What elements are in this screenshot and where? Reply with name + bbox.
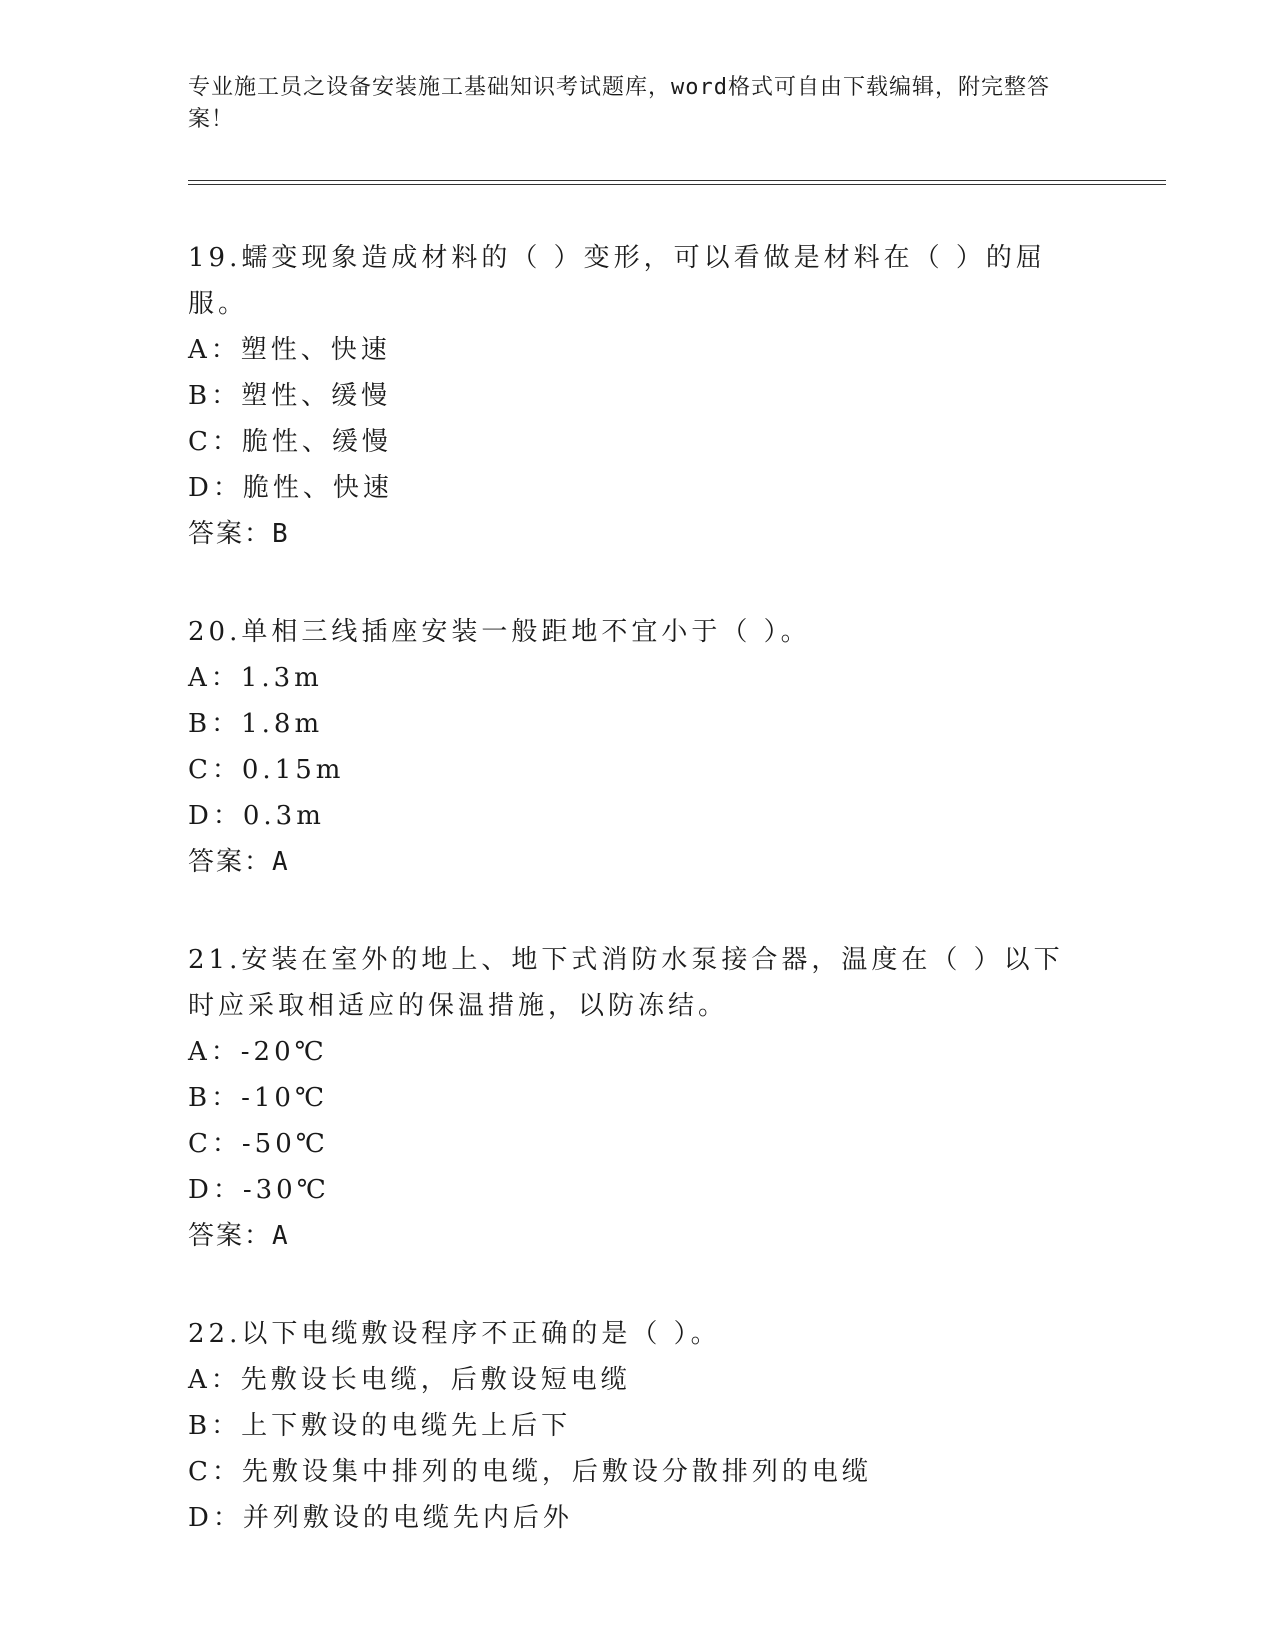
option-c: C：先敷设集中排列的电缆，后敷设分散排列的电缆 [188,1457,872,1487]
answer-line [188,839,1088,885]
option-c: C：脆性、缓慢 [188,427,392,457]
question-stem: 19.蠕变现象造成材料的（ ）变形，可以看做是材料在（ ）的屈服。 [188,243,1046,319]
option-b: B：塑性、缓慢 [188,381,392,411]
option-b: B：-10℃ [188,1083,329,1113]
question-19 [188,235,1088,557]
option-d: D：-30℃ [188,1175,330,1205]
question-22 [188,1311,1088,1541]
question-stem: 22.以下电缆敷设程序不正确的是（ ）。 [188,1319,721,1349]
option-a: A：1.3m [188,663,323,693]
document-header: 专业施工员之设备安装施工基础知识考试题库，word格式可自由下载编辑，附完整答案！ [188,75,1050,132]
option-a: A：先敷设长电缆，后敷设短电缆 [188,1365,631,1395]
answer-line [188,1213,1088,1259]
option-a: A：塑性、快速 [188,335,391,365]
question-stem: 21.安装在室外的地上、地下式消防水泵接合器，温度在（ ）以下时应采取相适应的保温措施，以防冻结。 [188,945,1064,1021]
answer-value: B [272,519,290,549]
answer-line [188,511,1088,557]
answer-label: 答案： [188,519,273,549]
answer-value: A [272,1221,290,1251]
header-double-rule [188,180,1166,185]
answer-label: 答案： [188,847,273,877]
option-d: D：0.3m [188,801,325,831]
question-stem: 20.单相三线插座安装一般距地不宜小于（ ）。 [188,617,811,647]
option-c: C：0.15m [188,755,345,785]
option-d: D：脆性、快速 [188,473,393,503]
answer-label: 答案： [188,1221,273,1251]
option-c: C：-50℃ [188,1129,329,1159]
option-b: B：上下敷设的电缆先上后下 [188,1411,572,1441]
option-d: D：并列敷设的电缆先内后外 [188,1503,573,1533]
question-list [188,235,1088,1593]
question-21 [188,937,1088,1259]
answer-value: A [272,847,290,877]
option-b: B：1.8m [188,709,324,739]
option-a: A：-20℃ [188,1037,328,1067]
question-20 [188,609,1088,885]
